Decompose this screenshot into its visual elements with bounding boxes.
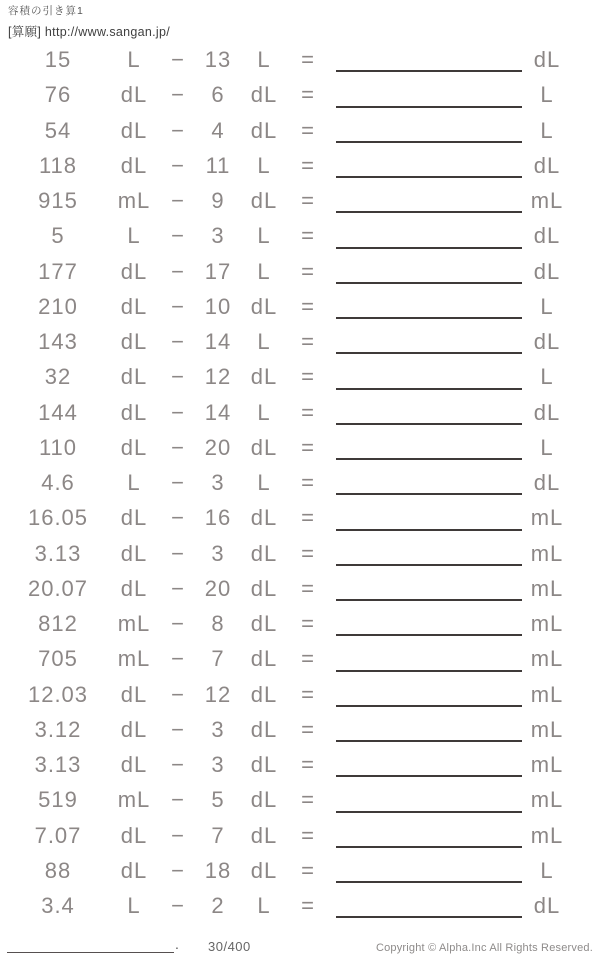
minus-sign: − (171, 611, 185, 636)
subtrahend-unit: dL (250, 681, 278, 707)
subtrahend-value: 12 (204, 364, 232, 390)
equals-sign: = (301, 611, 315, 636)
minuend-unit: dL (120, 434, 148, 460)
subtrahend-unit: dL (250, 188, 278, 213)
minuend-value: 7.07 (34, 822, 82, 848)
name-blank-line (7, 952, 174, 953)
subtrahend-unit: dL (250, 646, 278, 672)
minuend-unit: dL (120, 152, 148, 178)
equals-sign: = (301, 329, 315, 354)
problem-row (0, 183, 600, 218)
minus-sign: − (171, 752, 185, 777)
answer-blank (336, 317, 522, 319)
answer-blank (336, 106, 522, 108)
equals-sign: = (301, 857, 315, 883)
answer-blank (336, 775, 522, 777)
equals-sign: = (301, 434, 315, 460)
answer-blank (336, 705, 522, 707)
equals-sign: = (301, 681, 315, 707)
answer-unit: mL (530, 188, 564, 213)
minus-sign: − (171, 223, 185, 249)
minuend-value: 76 (44, 82, 72, 108)
equals-sign: = (301, 293, 315, 319)
subtrahend-value: 14 (204, 399, 232, 425)
equals-sign: = (301, 223, 315, 249)
answer-blank (336, 247, 522, 249)
minuend-unit: dL (120, 505, 148, 531)
subtrahend-unit: dL (250, 787, 278, 813)
minuend-value: 144 (38, 399, 78, 425)
answer-blank (336, 282, 522, 284)
answer-blank (336, 493, 522, 495)
answer-unit: L (540, 82, 554, 108)
equals-sign: = (301, 575, 315, 601)
equals-sign: = (301, 505, 315, 531)
minus-sign: − (171, 117, 185, 143)
minuend-unit: mL (117, 787, 151, 813)
answer-unit: L (540, 857, 554, 883)
subtrahend-unit: L (257, 470, 271, 495)
equals-sign: = (301, 188, 315, 213)
subtrahend-value: 3 (211, 223, 225, 249)
minus-sign: − (171, 575, 185, 601)
answer-blank (336, 141, 522, 143)
subtrahend-unit: dL (250, 857, 278, 883)
subtrahend-unit: L (257, 223, 271, 249)
answer-unit: L (540, 293, 554, 319)
minuend-unit: dL (120, 752, 148, 777)
subtrahend-value: 3 (211, 540, 225, 566)
minus-sign: − (171, 646, 185, 672)
problem-row (0, 536, 600, 571)
minuend-unit: dL (120, 117, 148, 143)
subtrahend-value: 14 (204, 329, 232, 354)
minus-sign: − (171, 364, 185, 390)
subtrahend-unit: dL (250, 611, 278, 636)
answer-blank (336, 458, 522, 460)
minus-sign: − (171, 329, 185, 354)
subtrahend-value: 7 (211, 646, 225, 672)
subtrahend-unit: L (257, 399, 271, 425)
answer-blank (336, 846, 522, 848)
subtrahend-value: 16 (204, 505, 232, 531)
equals-sign: = (301, 258, 315, 284)
minuend-unit: mL (117, 611, 151, 636)
answer-blank (336, 881, 522, 883)
minuend-value: 812 (38, 611, 78, 636)
answer-unit: dL (533, 399, 561, 425)
minuend-unit: dL (120, 540, 148, 566)
answer-unit: mL (530, 646, 564, 672)
minuend-value: 16.05 (27, 505, 89, 531)
minus-sign: − (171, 787, 185, 813)
minus-sign: − (171, 822, 185, 848)
equals-sign: = (301, 117, 315, 143)
problem-row (0, 853, 600, 888)
minuend-unit: dL (120, 857, 148, 883)
answer-unit: dL (533, 470, 561, 495)
minuend-value: 5 (51, 223, 65, 249)
worksheet-header (8, 3, 170, 40)
minuend-unit: L (127, 470, 141, 495)
problem-row (0, 430, 600, 465)
answer-blank (336, 811, 522, 813)
subtrahend-value: 3 (211, 470, 225, 495)
subtrahend-value: 7 (211, 822, 225, 848)
subtrahend-value: 5 (211, 787, 225, 813)
problem-row (0, 254, 600, 289)
minuend-value: 3.13 (34, 752, 82, 777)
answer-unit: L (540, 364, 554, 390)
minuend-unit: dL (120, 364, 148, 390)
answer-unit: mL (530, 611, 564, 636)
minus-sign: − (171, 293, 185, 319)
subtrahend-unit: L (257, 258, 271, 284)
subtrahend-unit: dL (250, 822, 278, 848)
minus-sign: − (171, 857, 185, 883)
minuend-unit: dL (120, 716, 148, 742)
subtrahend-value: 2 (211, 893, 225, 918)
problem-row (0, 818, 600, 853)
minuend-unit: dL (120, 822, 148, 848)
minuend-unit: L (127, 223, 141, 249)
minuend-unit: dL (120, 82, 148, 108)
answer-unit: dL (533, 893, 561, 918)
page-number: 30/400 (208, 939, 251, 954)
equals-sign: = (301, 822, 315, 848)
answer-blank (336, 211, 522, 213)
equals-sign: = (301, 752, 315, 777)
answer-unit: mL (530, 787, 564, 813)
minus-sign: − (171, 716, 185, 742)
equals-sign: = (301, 47, 315, 72)
equals-sign: = (301, 152, 315, 178)
subtrahend-unit: dL (250, 117, 278, 143)
problem-row (0, 324, 600, 359)
subtrahend-value: 11 (205, 152, 231, 178)
subtrahend-unit: L (257, 893, 271, 918)
minuend-unit: mL (117, 646, 151, 672)
minuend-value: 54 (44, 117, 72, 143)
subtrahend-value: 13 (204, 47, 232, 72)
problem-row (0, 500, 600, 535)
subtrahend-unit: L (257, 329, 271, 354)
answer-blank (336, 352, 522, 354)
answer-unit: mL (530, 505, 564, 531)
answer-blank (336, 70, 522, 72)
minuend-unit: dL (120, 681, 148, 707)
minuend-value: 3.4 (41, 893, 75, 918)
minuend-value: 4.6 (41, 470, 75, 495)
answer-unit: mL (530, 752, 564, 777)
minus-sign: − (171, 681, 185, 707)
minuend-unit: dL (120, 258, 148, 284)
minuend-unit: dL (120, 399, 148, 425)
subtrahend-unit: dL (250, 540, 278, 566)
subtrahend-value: 3 (211, 752, 225, 777)
source-url[interactable]: [算願] http://www.sangan.jp/ (8, 25, 171, 39)
minuend-unit: dL (120, 329, 148, 354)
problem-row (0, 359, 600, 394)
answer-unit: mL (530, 716, 564, 742)
answer-unit: L (540, 434, 554, 460)
answer-blank (336, 740, 522, 742)
minuend-value: 15 (44, 47, 72, 72)
minuend-value: 143 (38, 329, 78, 354)
answer-unit: dL (533, 329, 561, 354)
answer-unit: mL (530, 681, 564, 707)
minus-sign: − (171, 82, 185, 108)
subtrahend-value: 20 (204, 434, 232, 460)
equals-sign: = (301, 540, 315, 566)
minuend-value: 3.13 (34, 540, 82, 566)
copyright-notice: Copyright © Alpha.Inc All Rights Reserved. (375, 942, 593, 954)
problem-row (0, 289, 600, 324)
minuend-unit: dL (120, 575, 148, 601)
subtrahend-value: 17 (204, 258, 232, 284)
problem-row (0, 395, 600, 430)
minuend-value: 519 (38, 787, 78, 813)
subtrahend-unit: dL (250, 293, 278, 319)
minus-sign: − (171, 152, 185, 178)
minuend-value: 3.12 (34, 716, 82, 742)
answer-blank (336, 599, 522, 601)
minus-sign: − (171, 47, 185, 72)
minuend-unit: mL (117, 188, 151, 213)
equals-sign: = (301, 470, 315, 495)
worksheet-footer (0, 936, 600, 962)
equals-sign: = (301, 82, 315, 108)
problem-row (0, 42, 600, 77)
answer-blank (336, 634, 522, 636)
subtrahend-unit: dL (250, 434, 278, 460)
answer-blank (336, 916, 522, 918)
subtrahend-value: 12 (204, 681, 232, 707)
minus-sign: − (171, 188, 185, 213)
minus-sign: − (171, 893, 185, 918)
equals-sign: = (301, 893, 315, 918)
answer-unit: dL (533, 258, 561, 284)
problem-row (0, 113, 600, 148)
minuend-unit: L (127, 47, 141, 72)
problem-row (0, 677, 600, 712)
name-line-period: . (175, 936, 179, 952)
minuend-value: 12.03 (27, 681, 89, 707)
problem-row (0, 571, 600, 606)
answer-blank (336, 670, 522, 672)
answer-unit: L (540, 117, 554, 143)
subtrahend-unit: L (257, 47, 271, 72)
subtrahend-value: 20 (204, 575, 232, 601)
minus-sign: − (171, 399, 185, 425)
answer-unit: dL (533, 47, 561, 72)
minuend-value: 32 (44, 364, 72, 390)
subtrahend-unit: L (257, 152, 271, 178)
subtrahend-unit: dL (250, 364, 278, 390)
problem-row (0, 782, 600, 817)
answer-blank (336, 529, 522, 531)
answer-blank (336, 176, 522, 178)
minus-sign: − (171, 434, 185, 460)
minus-sign: − (171, 470, 185, 495)
minuend-value: 88 (44, 857, 72, 883)
subtrahend-value: 10 (204, 293, 232, 319)
problems-list (0, 42, 600, 923)
minuend-value: 705 (38, 646, 78, 672)
subtrahend-value: 6 (211, 82, 225, 108)
subtrahend-unit: dL (250, 716, 278, 742)
subtrahend-value: 8 (211, 611, 225, 636)
answer-unit: dL (533, 223, 561, 249)
minuend-value: 915 (38, 188, 78, 213)
subtrahend-value: 3 (211, 716, 225, 742)
answer-unit: mL (530, 822, 564, 848)
answer-blank (336, 423, 522, 425)
equals-sign: = (301, 364, 315, 390)
problem-row (0, 712, 600, 747)
subtrahend-value: 18 (204, 857, 232, 883)
problem-row (0, 888, 600, 923)
subtrahend-value: 4 (211, 117, 225, 143)
minus-sign: − (171, 258, 185, 284)
minuend-value: 177 (38, 258, 78, 284)
problem-row (0, 218, 600, 253)
problem-row (0, 465, 600, 500)
equals-sign: = (301, 716, 315, 742)
problem-row (0, 148, 600, 183)
minuend-value: 210 (38, 293, 78, 319)
subtrahend-unit: dL (250, 505, 278, 531)
minuend-value: 118 (38, 152, 78, 178)
equals-sign: = (301, 646, 315, 672)
minuend-unit: dL (120, 293, 148, 319)
equals-sign: = (301, 399, 315, 425)
minuend-unit: L (127, 893, 141, 918)
minus-sign: − (171, 505, 185, 531)
subtrahend-unit: dL (250, 575, 278, 601)
problem-row (0, 606, 600, 641)
subtrahend-unit: dL (250, 82, 278, 108)
answer-blank (336, 564, 522, 566)
problem-row (0, 77, 600, 112)
answer-unit: mL (530, 575, 564, 601)
answer-unit: mL (530, 540, 564, 566)
answer-unit: dL (533, 152, 561, 178)
minus-sign: − (171, 540, 185, 566)
minuend-value: 110 (38, 434, 78, 460)
equals-sign: = (301, 787, 315, 813)
page-title: 容積の引き算1 (8, 5, 84, 17)
minuend-value: 20.07 (27, 575, 89, 601)
answer-blank (336, 388, 522, 390)
subtrahend-value: 9 (211, 188, 225, 213)
problem-row (0, 747, 600, 782)
problem-row (0, 641, 600, 676)
subtrahend-unit: dL (250, 752, 278, 777)
